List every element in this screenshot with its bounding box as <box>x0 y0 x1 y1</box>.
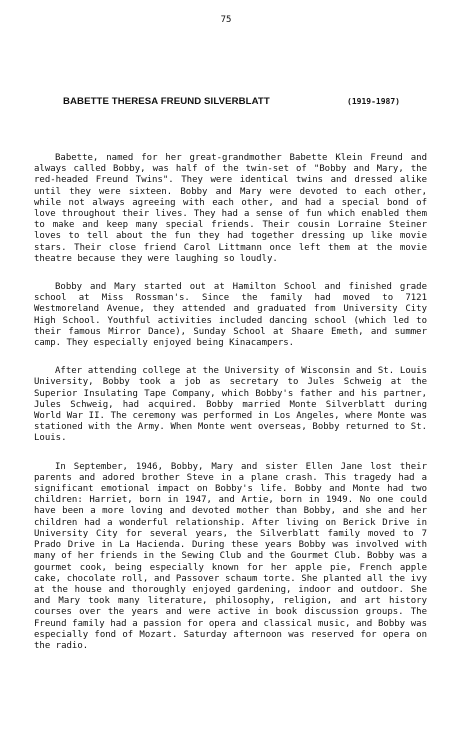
title-row <box>63 96 423 110</box>
paragraph: Babette, named for her great-grandmother Babette Klein Freund and always called Bobby, was half of the twin-set of "Bobby and Mary, the red-headed Freund Twins". They were identical twins and dressed alike until they were sixteen. Bobby and Mary were devoted to each other, while not always agreeing with each other, and had a special bond of love throughout their lives. They had a sense of fun which enabled them to make and keep many special friends. Their cousin Lorraine Steiner loves to tell about the fun they had together dressing up like movie stars. Their close friend Carol Littmann once left them at the movie theatre because they were laughing so loudly. <box>34 153 427 264</box>
life-dates: (1919-1987) <box>347 97 400 106</box>
page-number: 75 <box>220 15 232 25</box>
paragraph: After attending college at the University of Wisconsin and St. Louis University, Bobby took a job as secretary to Jules Schweig at the Superior Insulating Tape Company, which Bobby's father and his partner, Jules Schweig, had acquired. Bobby married Monte Silverblatt during World War II. The ceremony was performed in Los Angeles, where Monte was stationed with the Army. When Monte went overseas, Bobby returned to St. Louis. <box>34 366 427 444</box>
paragraph: In September, 1946, Bobby, Mary and sister Ellen Jane lost their parents and adored brother Steve in a plane crash. This tragedy had a significant emotional impact on Bobby's life. Bobby and Monte had two children: Harriet, born in 1947, and Artie, born in 1949. No one could have been a more loving and devoted mother than Bobby, and she and her children had a wonderful relationship. After living on Berick Drive in University City for several years, the Silverblatt family moved to 7 Prado Drive in La Hacienda. During these years Bobby was involved with many of her friends in the Sewing Club and the Gourmet Club. Bobby was a gourmet cook, being especially known for her apple pie, French apple cake, chocolate roll, and Passover schaum torte. She planted all the ivy at the house and thoroughly enjoyed gardening, indoor and outdoor. She and Mary took many literature, philosophy, religion, and art history courses over the years and were active in book discussion groups. The Freund family had a passion for opera and classical music, and Bobby was especially fond of Mozart. Saturday afternoon was reserved for opera on the radio. <box>34 461 427 651</box>
body-text <box>34 153 427 669</box>
document-title: BABETTE THERESA FREUND SILVERBLATT <box>63 96 270 107</box>
paragraph: Bobby and Mary started out at Hamilton School and finished grade school at Miss Rossman's. Since the family had moved to 7121 Westmoreland Avenue, they attended and graduated from University City High School. Youthful activities included dancing school (which led to their famous Mirror Dance), Sunday School at Shaare Emeth, and summer camp. They especially enjoyed being Kinacampers. <box>34 282 427 349</box>
